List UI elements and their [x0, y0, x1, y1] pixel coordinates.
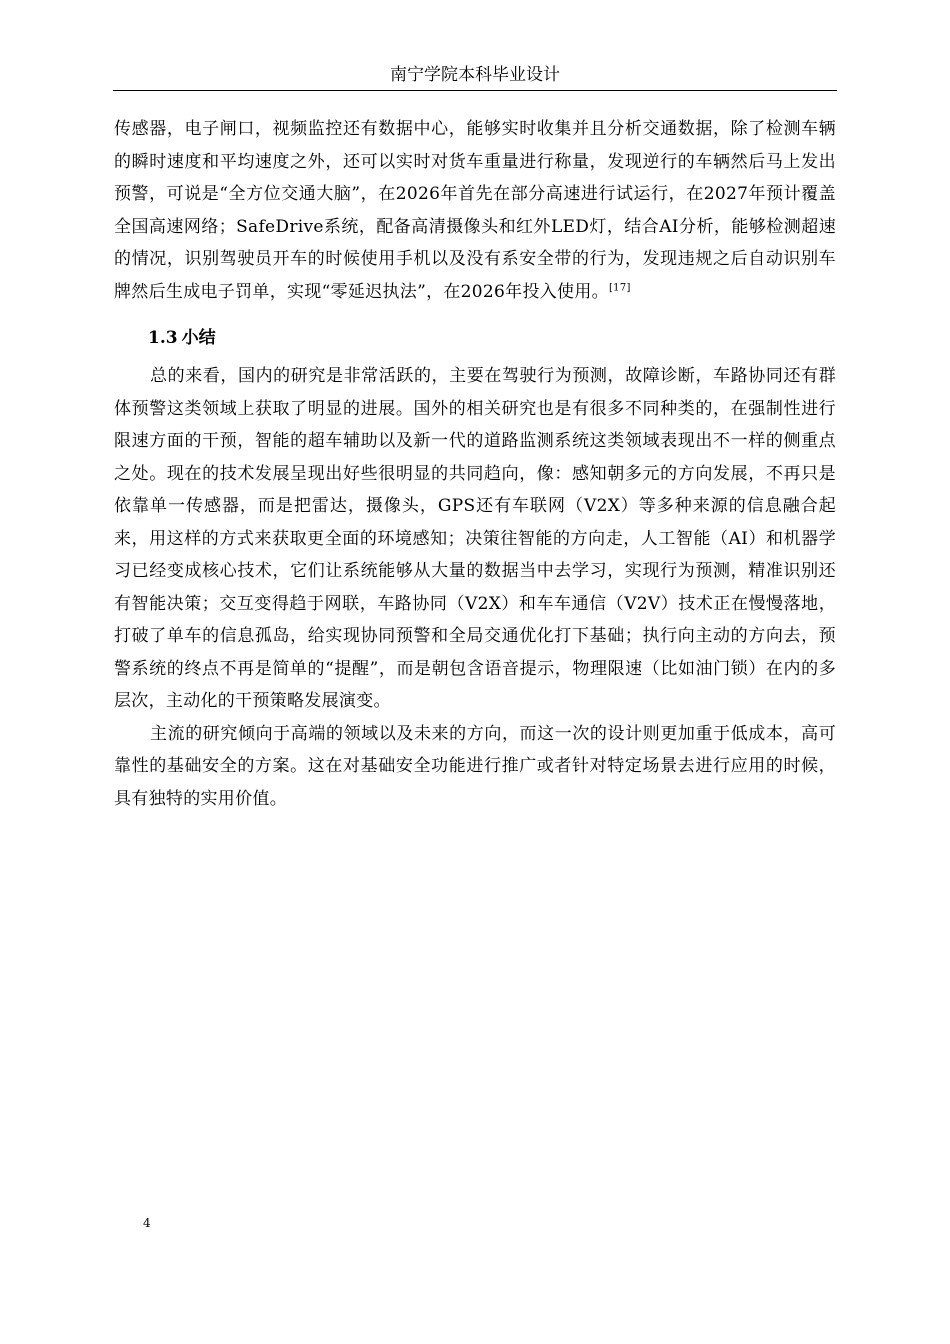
- section-number: 1.3: [148, 328, 178, 348]
- paragraph-text: 传感器，电子闸口，视频监控还有数据中心，能够实时收集并且分析交通数据，除了检测车辆的瞬时速度和平均速度之外，还可以实时对货车重量进行称量，发现逆行的车辆然后马上发出预警，可说是“全方位交通大脑”，在2026年首先在部分高速进行试运行，在2027年预计覆盖全国高速网络；SafeDrive系统，配备高清摄像头和红外LED灯，结合AI分析，能够检测超速的情况，识别驾驶员开车的时候使用手机以及没有系安全带的行为，发现违规之后自动识别车牌然后生成电子罚单，实现“零延迟执法”，在2026年投入使用。: [114, 119, 836, 302]
- page-body: [114, 113, 836, 815]
- citation-marker: [17]: [608, 281, 631, 293]
- section-heading: [148, 322, 836, 354]
- page-number: 4: [143, 1216, 151, 1230]
- body-paragraph-summary: 总的来看，国内的研究是非常活跃的，主要在驾驶行为预测，故障诊断，车路协同还有群体预警这类领域上获取了明显的进展。国外的相关研究也是有很多不同种类的，在强制性进行限速方面的干预，智能的超车辅助以及新一代的道路监测系统这类领域表现出不一样的侧重点之处。现在的技术发展呈现出好些很明显的共同趋向，像：感知朝多元的方向发展，不再只是依靠单一传感器，而是把雷达，摄像头，GPS还有车联网（V2X）等多种来源的信息融合起来，用这样的方式来获取更全面的环境感知；决策往智能的方向走，人工智能（AI）和机器学习已经变成核心技术，它们让系统能够从大量的数据当中去学习，实现行为预测，精准识别还有智能决策；交互变得趋于网联，车路协同（V2X）和车车通信（V2V）技术正在慢慢落地，打破了单车的信息孤岛，给实现协同预警和全局交通优化打下基础；执行向主动的方向去，预警系统的终点不再是简单的“提醒”，而是朝包含语音提示，物理限速（比如油门锁）在内的多层次，主动化的干预策略发展演变。: [114, 366, 836, 711]
- body-paragraph-continued: [114, 113, 836, 308]
- body-paragraph-conclusion: 主流的研究倾向于高端的领域以及未来的方向，而这一次的设计则更加重于低成本，高可靠性的基础安全的方案。这在对基础安全功能进行推广或者针对特定场景去进行应用的时候，具有独特的实用价值。: [114, 723, 836, 809]
- running-header: 南宁学院本科毕业设计: [113, 60, 837, 91]
- section-title: 小结: [181, 328, 216, 348]
